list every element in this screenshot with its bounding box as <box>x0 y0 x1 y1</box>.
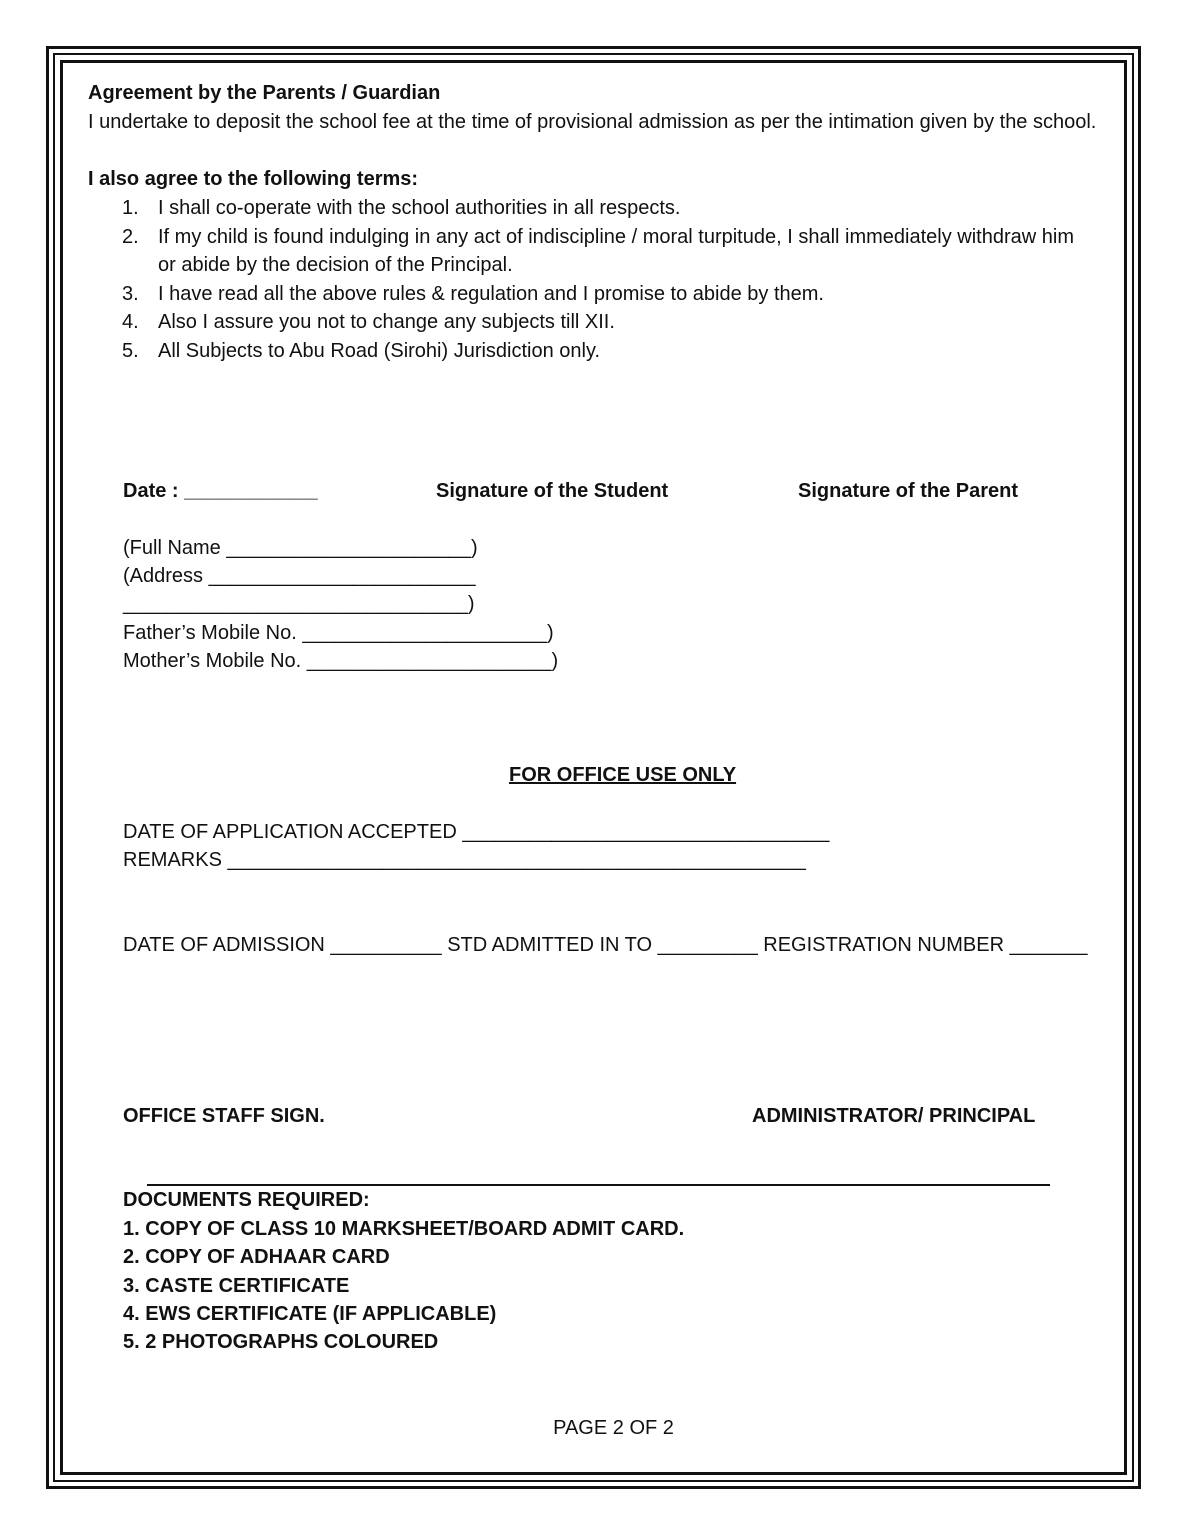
term-text: I shall co-operate with the school authorities in all respects. <box>158 197 681 219</box>
term-number: 2. <box>122 225 139 248</box>
address-field-line2: _______________________________) <box>123 593 475 615</box>
page-number: PAGE 2 OF 2 <box>553 1417 674 1439</box>
address-field-line1: (Address ________________________ <box>123 565 476 587</box>
parent-signature-label: Signature of the Parent <box>798 480 1019 502</box>
admission-details-row: DATE OF ADMISSION __________ STD ADMITTED IN TO _________ REGISTRATION NUMBER _______ <box>123 934 1088 956</box>
principal-sign-label: ADMINISTRATOR/ PRINCIPAL <box>752 1105 1036 1127</box>
terms-heading: I also agree to the following terms: <box>88 168 419 190</box>
term-number: 5. <box>122 339 139 362</box>
date-field: Date : ____________ <box>123 480 318 502</box>
term-number: 4. <box>122 311 139 333</box>
agreement-heading: Agreement by the Parents / Guardian <box>88 82 441 104</box>
term-number: 1. <box>122 197 139 219</box>
remarks-field: REMARKS ____________________________________________________ <box>123 849 806 871</box>
date-accepted-field: DATE OF APPLICATION ACCEPTED _________________________________ <box>123 821 830 843</box>
document-item: 2. COPY OF ADHAAR CARD <box>123 1246 390 1268</box>
term-item <box>88 280 1088 309</box>
document-item: 4. EWS CERTIFICATE (IF APPLICABLE) <box>123 1303 497 1325</box>
term-number: 3. <box>122 282 139 305</box>
agreement-paragraph: I undertake to deposit the school fee at the time of provisional admission as per the intimation given by the school. <box>88 111 1097 133</box>
documents-heading: DOCUMENTS REQUIRED: <box>123 1189 370 1211</box>
term-text: I have read all the above rules & regulation and I promise to abide by them. <box>158 282 824 305</box>
office-use-heading: FOR OFFICE USE ONLY <box>509 764 737 786</box>
term-text: Also I assure you not to change any subjects till XII. <box>158 311 615 333</box>
term-item <box>88 308 1088 337</box>
mother-mobile-field: Mother’s Mobile No. ______________________) <box>123 650 559 672</box>
full-name-field: (Full Name ______________________) <box>123 537 478 559</box>
document-item: 5. 2 PHOTOGRAPHS COLOURED <box>123 1331 439 1353</box>
terms-list <box>88 194 1088 365</box>
document-item: 3. CASTE CERTIFICATE <box>123 1275 350 1297</box>
father-mobile-field: Father’s Mobile No. ______________________) <box>123 622 554 644</box>
term-item <box>88 337 1088 366</box>
term-text: All Subjects to Abu Road (Sirohi) Jurisdiction only. <box>158 339 601 362</box>
student-signature-label: Signature of the Student <box>436 480 669 502</box>
office-staff-sign-label: OFFICE STAFF SIGN. <box>123 1105 325 1127</box>
term-item <box>88 223 1088 280</box>
term-item <box>88 194 1088 223</box>
document-item: 1. COPY OF CLASS 10 MARKSHEET/BOARD ADMIT CARD. <box>123 1218 685 1240</box>
term-text: If my child is found indulging in any act of indiscipline / moral turpitude, I shall immediately withdraw him or abide by the decision of the Principal. <box>158 225 1074 276</box>
